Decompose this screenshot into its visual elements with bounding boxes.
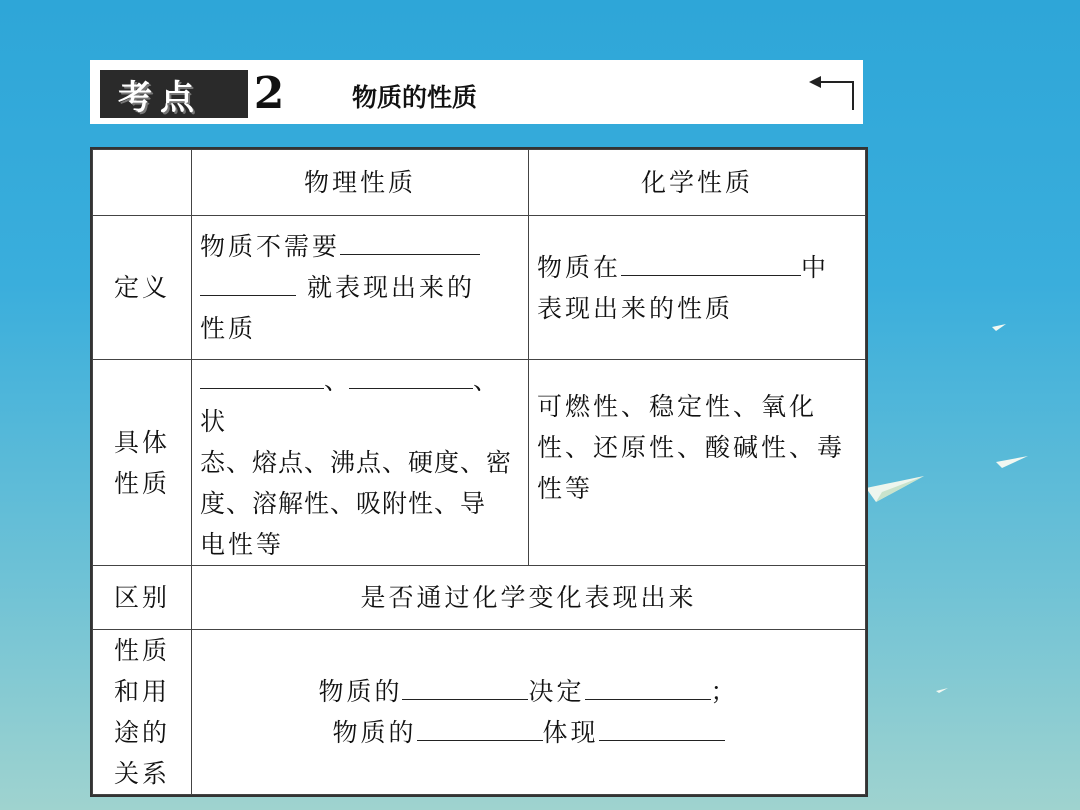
- section-header: [90, 60, 863, 124]
- relation-blank-1[interactable]: [402, 673, 528, 700]
- return-arrow-icon[interactable]: [807, 72, 857, 112]
- chemical-specific-cell: [529, 360, 866, 566]
- relation-line2-text-a: 物质的: [332, 718, 417, 747]
- chemical-definition-blank[interactable]: [621, 248, 801, 275]
- chemical-definition-cell: [529, 216, 866, 360]
- relation-blank-3[interactable]: [417, 714, 543, 741]
- relation-label-line-1: 性质: [113, 636, 170, 665]
- relation-line1-text-b: 决定: [528, 677, 585, 706]
- relation-line1-text-a: 物质的: [318, 677, 403, 706]
- physical-definition-blank-1[interactable]: [340, 228, 480, 255]
- chemical-specific-text-c: 性等: [537, 474, 594, 503]
- paper-plane-decoration-large: [866, 474, 926, 504]
- relation-label-line-4: 关系: [113, 759, 170, 788]
- section-title: 物质的性质: [352, 83, 478, 112]
- physical-specific-text-c: 度、溶解性、吸附性、导: [200, 489, 487, 518]
- relation-label: [93, 630, 192, 795]
- topic-badge: [100, 70, 290, 118]
- relation-blank-2[interactable]: [585, 673, 711, 700]
- physical-definition-text-b: 就表现出来的: [306, 273, 475, 302]
- physical-specific-text-d: 电性等: [200, 530, 285, 559]
- chemical-specific-text-b: 性、还原性、酸碱性、毒: [537, 433, 846, 462]
- physical-specific-cell: [192, 360, 529, 566]
- corner-cell: [93, 150, 192, 216]
- paper-plane-decoration-small: [992, 324, 1006, 331]
- topic-badge-number: 2: [248, 70, 290, 118]
- chemical-definition-text-a: 物质在: [537, 252, 622, 282]
- physical-definition-text-a: 物质不需要: [200, 232, 341, 261]
- specific-label-line-1: 具体: [113, 427, 170, 457]
- table-header-row: [93, 150, 866, 216]
- specific-properties-row: [93, 360, 866, 566]
- paper-plane-decoration-tiny: [936, 688, 948, 693]
- relation-label-line-2: 和用: [113, 677, 170, 706]
- relation-label-line-3: 途的: [113, 718, 170, 747]
- relation-line2-text-b: 体现: [542, 718, 599, 747]
- physical-specific-blank-2[interactable]: [349, 362, 473, 389]
- definition-label: 定义: [93, 216, 192, 360]
- chemical-specific-text-a: 可燃性、稳定性、氧化: [537, 392, 818, 421]
- header-physical-properties: 物理性质: [192, 150, 529, 216]
- physical-specific-text-b: 态、熔点、沸点、硬度、密: [200, 448, 513, 477]
- physical-specific-blank-1[interactable]: [200, 362, 324, 389]
- physical-definition-blank-2[interactable]: [200, 269, 296, 296]
- topic-badge-label: 考点: [118, 77, 202, 118]
- chemical-definition-text-b: 中: [801, 252, 830, 282]
- header-chemical-properties: 化学性质: [529, 150, 866, 216]
- physical-specific-text-a: 、状: [200, 366, 499, 436]
- definition-row: [93, 216, 866, 360]
- relation-blank-4[interactable]: [599, 714, 725, 741]
- chemical-definition-text-c: 表现出来的性质: [537, 293, 734, 323]
- physical-specific-separator: 、: [324, 366, 350, 395]
- difference-row: [93, 566, 866, 630]
- difference-label: 区别: [93, 566, 192, 630]
- properties-table: [90, 147, 868, 797]
- relation-line1-text-c: ；: [710, 677, 739, 706]
- relation-content: [192, 630, 866, 795]
- specific-properties-label: [93, 360, 192, 566]
- relation-row: [93, 630, 866, 795]
- paper-plane-decoration-medium: [996, 456, 1028, 468]
- specific-label-line-2: 性质: [113, 468, 170, 498]
- physical-definition-cell: [192, 216, 529, 360]
- physical-definition-text-c: 性质: [200, 314, 257, 343]
- difference-content: 是否通过化学变化表现出来: [192, 566, 866, 630]
